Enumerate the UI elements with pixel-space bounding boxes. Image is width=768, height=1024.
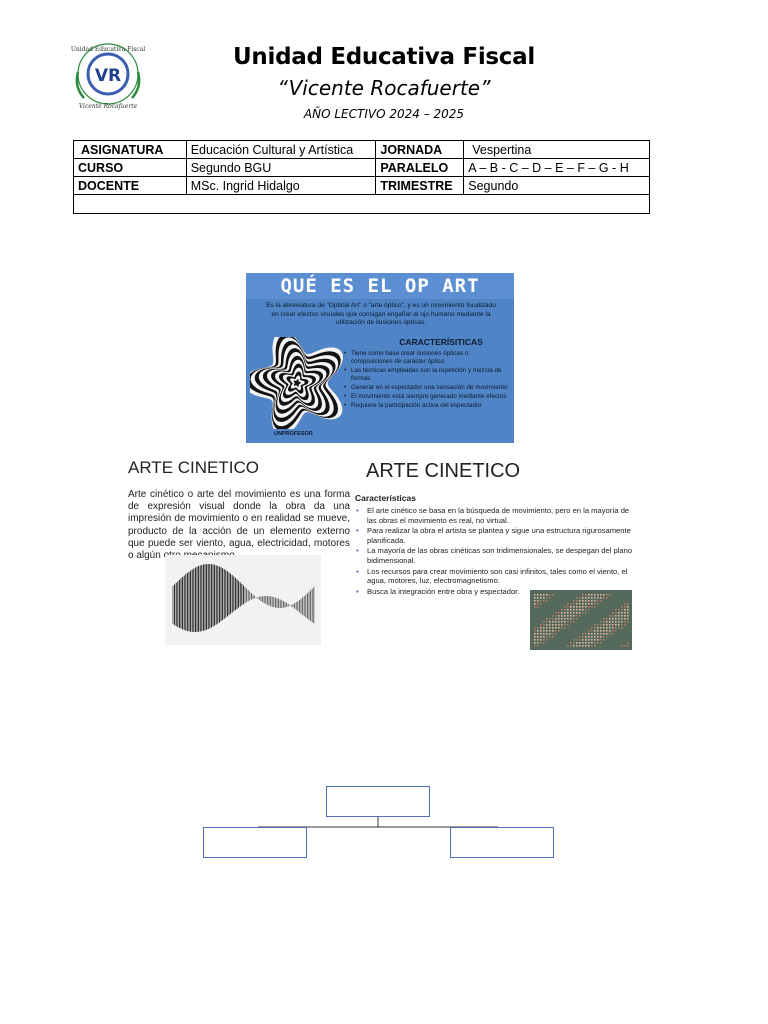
table-row [74, 141, 650, 159]
course-label: CURSO [74, 159, 187, 177]
teacher-label: DOCENTE [74, 177, 187, 195]
list-item: • Tiene como base crear ilusiones ópticas o composiciones de carácter óptico [344, 350, 508, 366]
empty-cell [74, 195, 650, 214]
info-table [73, 140, 650, 214]
term-value: Segundo [464, 177, 650, 195]
list-item: • Para realizar la obra el artista se plantea y sigue una estructura rigurosamente planificada. [355, 526, 633, 545]
logo-bottom-text: Vicente Rocafuerte [78, 103, 138, 110]
list-item: • Los recursos para crear movimiento son casi infinitos, tales como el viento, el agua, motores, luz, electromagnetismo. [355, 567, 633, 586]
teacher-value: MSc. Ingrid Hidalgo [186, 177, 376, 195]
kinetic-right-title: ARTE CINETICO [366, 460, 521, 482]
term-label: TRIMESTRE [376, 177, 464, 195]
school-title: Unidad Educativa Fiscal [233, 44, 535, 70]
diagram-box-left[interactable] [203, 827, 307, 858]
kinetic-wave-sculpture-image [165, 555, 321, 645]
list-item: • El arte cinético se basa en la búsqueda de movimiento, pero en la mayoría de las obras el movimiento es real, no virtual. [355, 506, 633, 525]
list-item: • El movimiento está siempre generado mediante efectos [344, 393, 508, 401]
school-name: “Vicente Rocafuerte” [277, 76, 491, 100]
op-art-characteristics-title: CARACTERÍSITICAS [399, 337, 483, 347]
list-item: • La mayoría de las obras cinéticas son tridimensionales, se despegan del plano bidimensional. [355, 546, 633, 565]
list-item: • Generar en el espectador una sensación de movimiento [344, 384, 508, 392]
diagram-box-top[interactable] [326, 786, 430, 817]
course-value: Segundo BGU [186, 159, 376, 177]
kinetic-left-title: ARTE CINETICO [128, 458, 259, 477]
logo-initials: VR [94, 66, 122, 86]
kinetic-left-text: Arte cinético o arte del movimiento es una forma de expresión visual donde la obra da una impresión de movimiento o en realidad se mueve, producto de la acción de un elemento externo que puede ser viento, agua, electricidad, motores o algún otro mecanismo. [128, 489, 350, 562]
op-art-title: QUÉ ES EL OP ART [246, 273, 514, 299]
kinetic-right-subtitle: Características [355, 493, 416, 503]
shift-value: Vespertina [464, 141, 650, 159]
subject-value: Educación Cultural y Artística [186, 141, 376, 159]
logo-ring-text: Unidad Educativa Fiscal [70, 46, 146, 53]
list-item: • Requiere la participación activa del espectador [344, 402, 508, 410]
op-art-panel [246, 273, 514, 443]
table-row [74, 159, 650, 177]
op-art-credit: UNPROFESOR [274, 431, 313, 437]
parallel-value: A – B - C – D – E – F – G - H [464, 159, 650, 177]
parallel-label: PARALELO [376, 159, 464, 177]
table-row [74, 177, 650, 195]
list-item: • Busca la integración entre obra y espectador. [355, 587, 633, 597]
diagram-box-right[interactable] [450, 827, 554, 858]
list-item: • Las técnicas empleadas son la repetición y mezcla de formas [344, 367, 508, 383]
op-art-definition: Es la abreviatura de “Optical Art” o “arte óptico”, y es un movimiento focalizado en crear efectos visuales que consigan engañar al ojo humano mediante la utilización de ilusiones ópticas. [266, 302, 496, 326]
table-row-empty [74, 195, 650, 214]
kinetic-right-list [355, 506, 633, 597]
subject-label: ASIGNATURA [74, 141, 187, 159]
op-art-characteristics-list [344, 350, 508, 412]
shift-label: JORNADA [376, 141, 464, 159]
op-art-star-illusion [250, 337, 344, 429]
school-year: AÑO LECTIVO 2024 – 2025 [303, 107, 465, 121]
kinetic-installation-image [530, 590, 632, 650]
